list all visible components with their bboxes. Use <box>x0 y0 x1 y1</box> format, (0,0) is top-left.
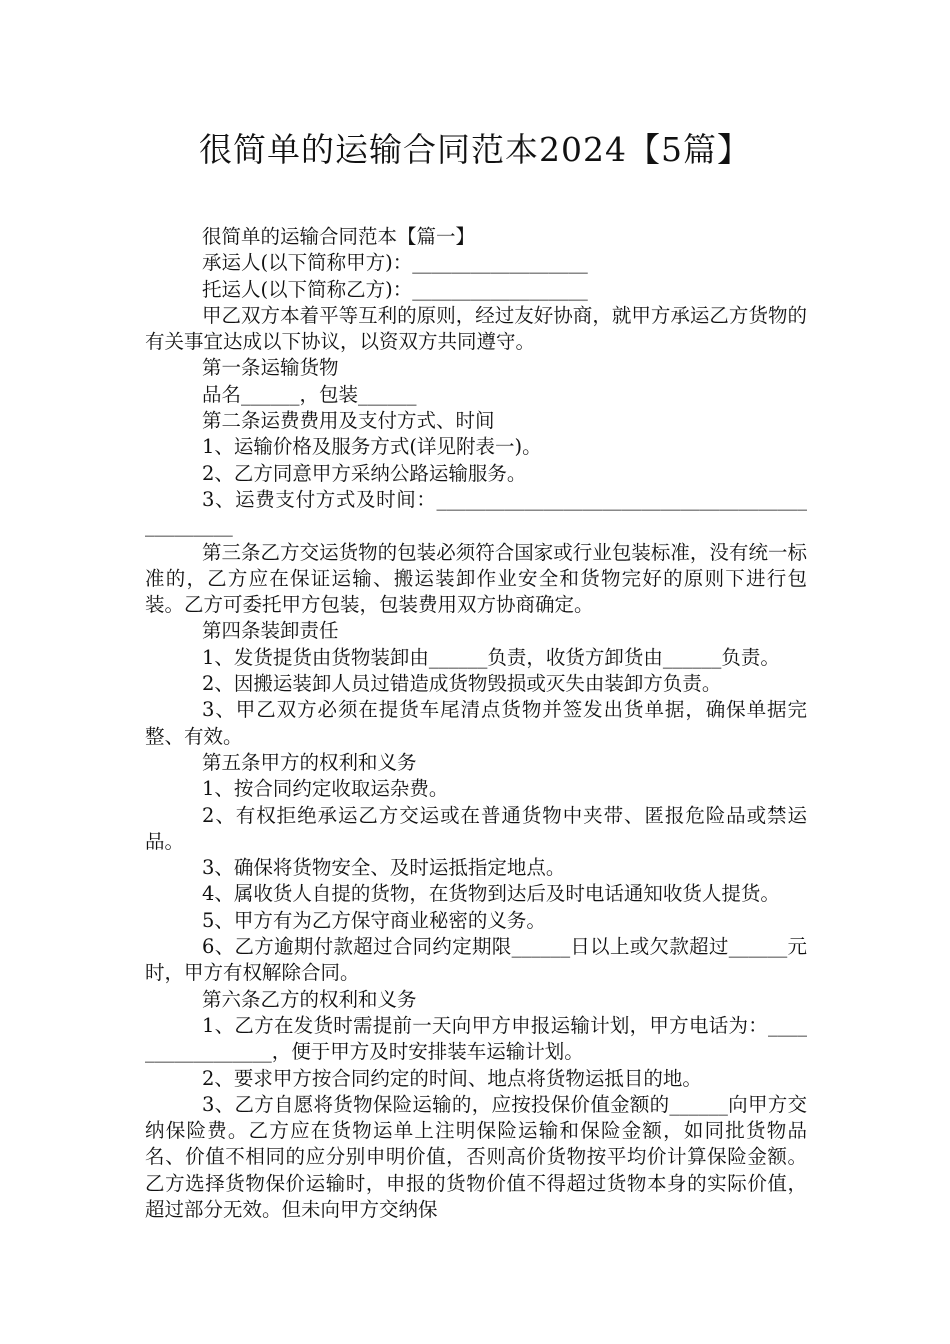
document-body <box>145 224 807 1223</box>
clause-paragraph: 1、按合同约定收取运杂费。 <box>202 777 449 801</box>
article-heading: 第二条运费费用及支付方式、时间 <box>202 409 495 433</box>
clause-paragraph: 3、运费支付方式及时间：_______________________________________________ <box>145 487 807 538</box>
section-heading: 很简单的运输合同范本【篇一】 <box>202 225 476 248</box>
document-title: 很简单的运输合同范本2024【5篇】 <box>199 130 751 169</box>
clause-paragraph: 1、运输价格及服务方式(详见附表一)。 <box>202 435 542 459</box>
preamble-paragraph: 甲乙双方本着平等互利的原则，经过友好协商，就甲方承运乙方货物的有关事宜达成以下协议，以资双方共同遵守。 <box>145 303 807 354</box>
article-heading: 第六条乙方的权利和义务 <box>202 987 417 1011</box>
clause-paragraph: 6、乙方逾期付款超过合同约定期限______日以上或欠款超过______元时，甲方有权解除合同。 <box>145 935 807 985</box>
clause-paragraph: 4、属收货人自提的货物，在货物到达后及时电话通知收货人提货。 <box>202 882 780 906</box>
clause-paragraph: 3、确保将货物安全、及时运抵指定地点。 <box>202 856 566 880</box>
clause-paragraph: 2、要求甲方按合同约定的时间、地点将货物运抵目的地。 <box>202 1066 702 1090</box>
clause-paragraph: 品名______，包装______ <box>202 382 417 406</box>
clause-paragraph: 2、乙方同意甲方采纳公路运输服务。 <box>202 461 527 485</box>
clause-paragraph: 1、乙方在发货时需提前一天向甲方申报运输计划，甲方电话为：_________________，便于甲方及时安排装车运输计划。 <box>145 1013 807 1064</box>
clause-paragraph: 1、发货提货由货物装卸由______负责，收货方卸货由______负责。 <box>202 645 780 669</box>
article-heading: 第四条装卸责任 <box>202 619 339 643</box>
clause-paragraph: 2、有权拒绝承运乙方交运或在普通货物中夹带、匿报危险品或禁运品。 <box>145 803 807 853</box>
article-heading: 第一条运输货物 <box>202 356 339 380</box>
shipper-field: 托运人(以下简称乙方)：__________________ <box>202 277 588 301</box>
clause-paragraph: 5、甲方有为乙方保守商业秘密的义务。 <box>202 908 546 932</box>
clause-paragraph: 2、因搬运装卸人员过错造成货物毁损或灭失由装卸方负责。 <box>202 672 722 696</box>
clause-paragraph: 3、甲乙双方必须在提货车尾清点货物并签发出货单据，确保单据完整、有效。 <box>145 698 807 748</box>
carrier-field: 承运人(以下简称甲方)：__________________ <box>202 251 588 275</box>
article-heading: 第五条甲方的权利和义务 <box>202 750 417 774</box>
clause-paragraph: 3、乙方自愿将货物保险运输的，应按投保价值金额的______向甲方交纳保险费。乙方应在货物运单上注明保险运输和保险金额，如同批货物品名、价值不相同的应分别申明价值，否则高价货物按平均价计算保险金额。乙方选择货物保价运输时，申报的货物价值不得超过货物本身的实际价值，超过部分无效。但未向甲方交纳保 <box>145 1092 807 1221</box>
article-paragraph: 第三条乙方交运货物的包装必须符合国家或行业包装标准，没有统一标准的，乙方应在保证运输、搬运装卸作业安全和货物完好的原则下进行包装。乙方可委托甲方包装，包装费用双方协商确定。 <box>145 540 807 617</box>
